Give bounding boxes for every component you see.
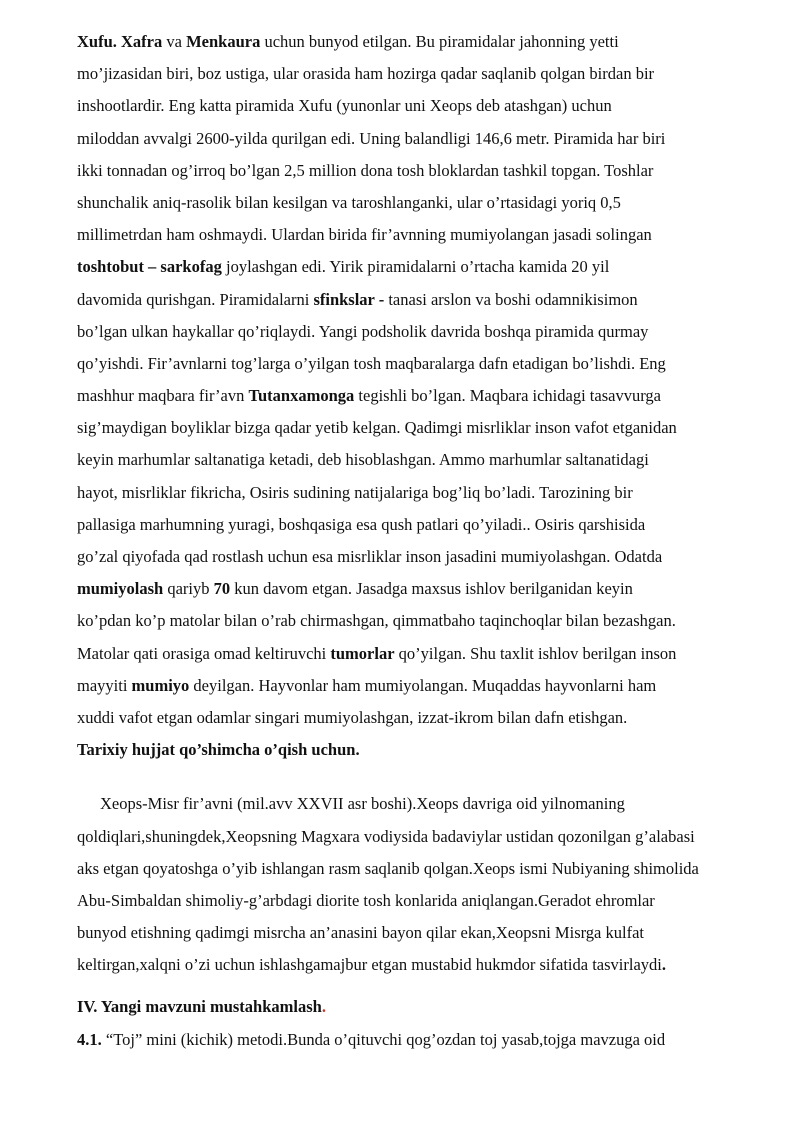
text-run: millimetrdan ham oshmaydi. Ulardan birida fir’avnning mumiyolangan jasadi solingan [77,225,652,245]
text-run: Matolar qati orasiga omad keltiruvchi [77,643,331,663]
text-run: joylashgan edi. Yirik piramidalarni o’rtacha kamida 20 yil [221,257,610,277]
text-line [77,123,792,155]
paragraph-xeops [77,788,792,981]
text-run: miloddan avvalgi 2600-yilda qurilgan edi. Uning balandligi 146,6 metr. Piramida har biri [77,128,666,148]
text-line [77,348,792,380]
text-run: Abu-Simbaldan shimoliy-g’arbdagi diorite tosh konlarida aniqlangan.Geradot ehromlar [77,890,655,910]
text-line [77,380,792,412]
bold-text-run: toshtobut – sarkofag [77,257,222,277]
text-run: . [321,997,326,1017]
paragraph-gap [77,766,792,788]
section-heading [77,991,792,1023]
text-line [77,58,792,90]
bold-text-run: IV. Yangi mavzuni mustahkamlash [77,997,322,1017]
text-run: sig’maydigan boyliklar bizga qadar yetib kelgan. Qadimgi misrliklar inson vafot etganidan [77,418,677,438]
text-run: ikki tonnadan og’irroq bo’lgan 2,5 million dona tosh bloklardan tashkil topgan. Toshlar [77,160,654,180]
text-run: hayot, misrliklar fikricha, Osiris sudining natijalariga bog’liq bo’ladi. Tarozining bir [77,482,633,502]
text-run: xuddi vafot etgan odamlar singari mumiyolashgan, izzat-ikrom bilan dafn etishgan. [77,707,628,727]
text-line [77,917,792,949]
bold-text-run: . [661,955,666,975]
text-line [77,949,792,981]
text-run: mayyiti [77,675,132,695]
text-run: tanasi arslon va boshi odamnikisimon [384,289,638,309]
text-run: davomida qurishgan. Piramidalarni [77,289,314,309]
text-line [77,155,792,187]
bold-text-run: Menkaura [186,32,261,51]
text-line [77,638,792,670]
text-line [77,26,792,58]
text-line [77,821,792,853]
text-line [77,316,792,348]
text-line [77,284,792,316]
paragraph-piramidalar [77,26,792,766]
bold-text-run: 4.1. [77,1029,102,1049]
text-run: shunchalik aniq-rasolik bilan kesilgan va taroshlanganki, ular o’rtasidagi yoriq 0,5 [77,192,621,212]
text-line [77,885,792,917]
paragraph-gap [77,981,792,991]
text-run: va [162,32,187,51]
bold-text-run: tumorlar [330,643,395,663]
text-line [77,509,792,541]
text-line [77,853,792,885]
text-run: “Toj” mini (kichik) metodi.Bunda o’qituvchi qog’ozdan toj yasab,tojga mavzuga oid [101,1029,666,1049]
text-run: mo’jizasidan biri, boz ustiga, ular orasida ham hozirga qadar saqlanib qolgan birdan bir [77,64,655,84]
text-line [77,605,792,637]
text-run: qo’yishdi. Fir’avnlarni tog’larga o’yilgan tosh maqbaralarga dafn etadigan bo’lishdi. Eng [77,353,666,373]
text-line [77,541,792,573]
text-line [77,734,792,766]
bold-text-run: 70 [213,579,231,599]
text-run: keltirgan,xalqni o’zi uchun ishlashgamajbur etgan mustabid hukmdor sifatida tasvirlaydi [77,955,662,975]
bold-text-run: Tutanxamonga [248,386,355,406]
bold-text-run: Xufu. Xafra [77,32,163,51]
text-line [77,90,792,122]
text-run: mashhur maqbara fir’avn [77,386,249,406]
text-run: go’zal qiyofada qad rostlash uchun esa misrliklar inson jasadini mumiyolashgan. Odatda [77,547,663,566]
paragraph-toj-metodi [77,1024,792,1056]
bold-text-run: mumiyolash [77,579,164,599]
text-run: aks etgan qoyatoshga o’yib ishlangan rasm saqlanib qolgan.Xeops ismi Nubiyaning shimolida [77,858,699,878]
text-run: bunyod etishning qadimgi misrcha an’anasini bayon qilar ekan,Xeopsni Misrga kulfat [77,923,644,943]
text-run: pallasiga marhumning yuragi, boshqasiga esa qush patlari qo’yiladi.. Osiris qarshisida [77,514,646,534]
bold-text-run: mumiyo [131,675,190,695]
text-run: bo’lgan ulkan haykallar qo’riqlaydi. Yangi podsholik davrida boshqa piramida qurmay [77,321,649,341]
text-line [77,477,792,509]
text-run: tegishli bo’lgan. Maqbara ichidagi tasavvurga [354,386,661,406]
text-run: qoldiqlari,shuningdek,Xeopsning Magxara vodiysida badaviylar ustidan qozonilgan g’alabasi [77,826,695,846]
text-line [77,702,792,734]
text-line [77,219,792,251]
bold-text-run: Tarixiy hujjat qo’shimcha o’qish uchun. [77,740,360,760]
text-line [77,573,792,605]
document-page [77,26,792,1056]
text-run: Xeops-Misr fir’avni (mil.avv XXVII asr boshi).Xeops davriga oid yilnomaning [100,794,625,814]
text-line [77,1024,792,1056]
text-line [77,187,792,219]
text-line [77,670,792,702]
text-run: uchun bunyod etilgan. Bu piramidalar jahonning yetti [260,32,619,51]
text-run: qo’yilgan. Shu taxlit ishlov berilgan inson [394,643,677,663]
bold-text-run: sfinkslar - [313,289,385,309]
text-line [77,251,792,283]
text-line [77,991,792,1023]
text-run: qariyb [163,579,214,599]
text-run: kun davom etgan. Jasadga maxsus ishlov berilganidan keyin [230,579,633,599]
text-run: inshootlardir. Eng katta piramida Xufu (yunonlar uni Xeops deb atashgan) uchun [77,96,612,116]
text-run: keyin marhumlar saltanatiga ketadi, deb hisoblashgan. Ammo marhumlar saltanatidagi [77,450,649,470]
text-line [77,412,792,444]
text-run: ko’pdan ko’p matolar bilan o’rab chirmashgan, qimmatbaho taqinchoqlar bilan bezashgan. [77,611,676,631]
text-line [77,444,792,476]
text-line [77,788,792,820]
text-run: deyilgan. Hayvonlar ham mumiyolangan. Muqaddas hayvonlarni ham [189,675,657,695]
